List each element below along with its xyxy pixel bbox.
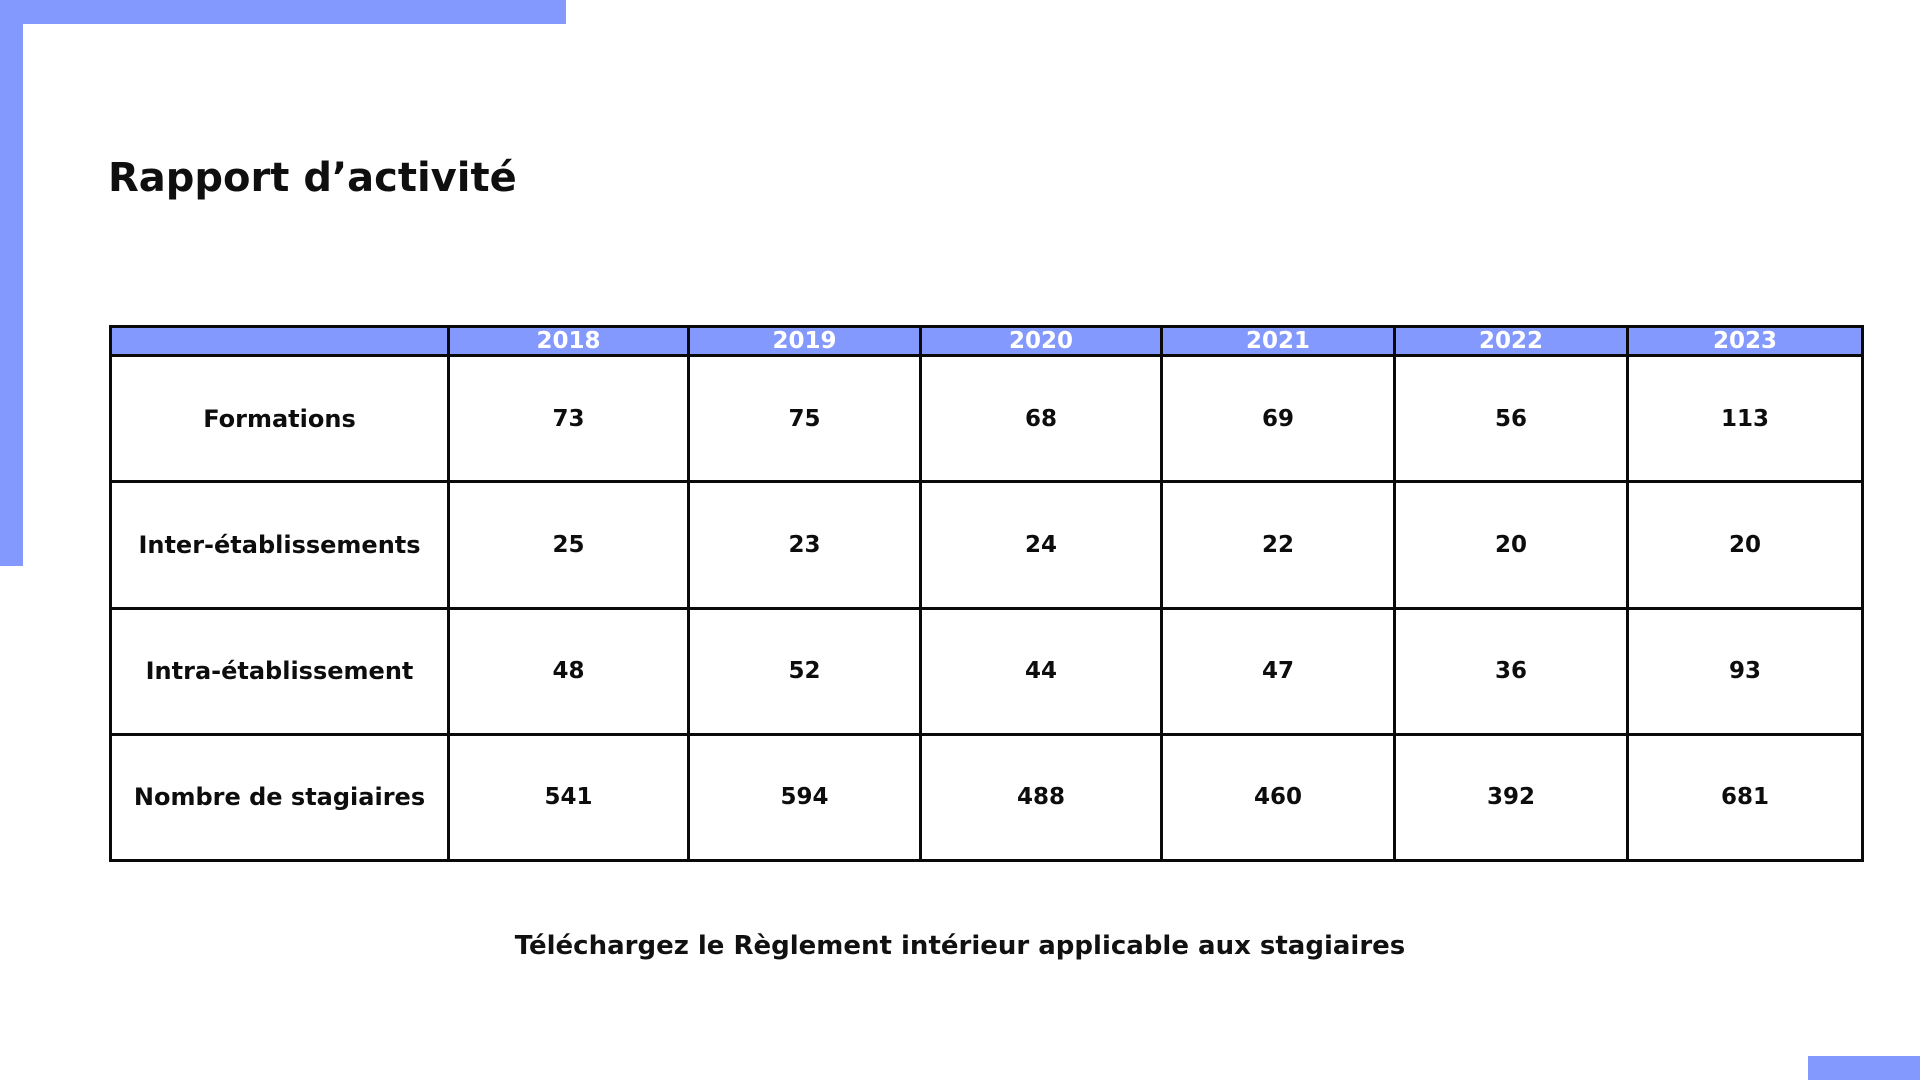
table-cell: 541 [449,734,689,860]
table-cell: 75 [689,356,921,482]
table-cell: 25 [449,482,689,608]
download-rules-link[interactable]: Téléchargez le Règlement intérieur applicable aux stagiaires [514,931,1406,961]
table-row-formations [111,356,1863,482]
row-label: Nombre de stagiaires [111,734,449,860]
table-cell: 56 [1395,356,1628,482]
column-header-2022: 2022 [1395,327,1628,356]
table-cell: 681 [1628,734,1863,860]
table-cell: 392 [1395,734,1628,860]
table-row-inter-etablissements [111,482,1863,608]
table-cell: 93 [1628,608,1863,734]
column-header-2021: 2021 [1162,327,1395,356]
table-cell: 22 [1162,482,1395,608]
row-label: Intra-établissement [111,608,449,734]
table-cell: 460 [1162,734,1395,860]
table-cell: 488 [921,734,1162,860]
table-cell: 73 [449,356,689,482]
table-cell: 23 [689,482,921,608]
table-cell: 68 [921,356,1162,482]
table-corner-cell [111,327,449,356]
activity-report-table [109,325,1864,862]
table-cell: 52 [689,608,921,734]
column-header-2023: 2023 [1628,327,1863,356]
decorative-left-bar [0,0,23,566]
table-row-intra-etablissement [111,608,1863,734]
decorative-top-bar [0,0,566,24]
table-cell: 20 [1628,482,1863,608]
table-cell: 594 [689,734,921,860]
page-title: Rapport d’activité [108,155,517,201]
table-cell: 24 [921,482,1162,608]
table-header-row [111,327,1863,356]
table-cell: 20 [1395,482,1628,608]
table-cell: 36 [1395,608,1628,734]
table-cell: 47 [1162,608,1395,734]
table-cell: 69 [1162,356,1395,482]
table-cell: 44 [921,608,1162,734]
row-label: Formations [111,356,449,482]
column-header-2020: 2020 [921,327,1162,356]
row-label: Inter-établissements [111,482,449,608]
table-cell: 48 [449,608,689,734]
table-row-nombre-de-stagiaires [111,734,1863,860]
column-header-2019: 2019 [689,327,921,356]
column-header-2018: 2018 [449,327,689,356]
table-cell: 113 [1628,356,1863,482]
decorative-bottom-bar [1808,1056,1920,1080]
